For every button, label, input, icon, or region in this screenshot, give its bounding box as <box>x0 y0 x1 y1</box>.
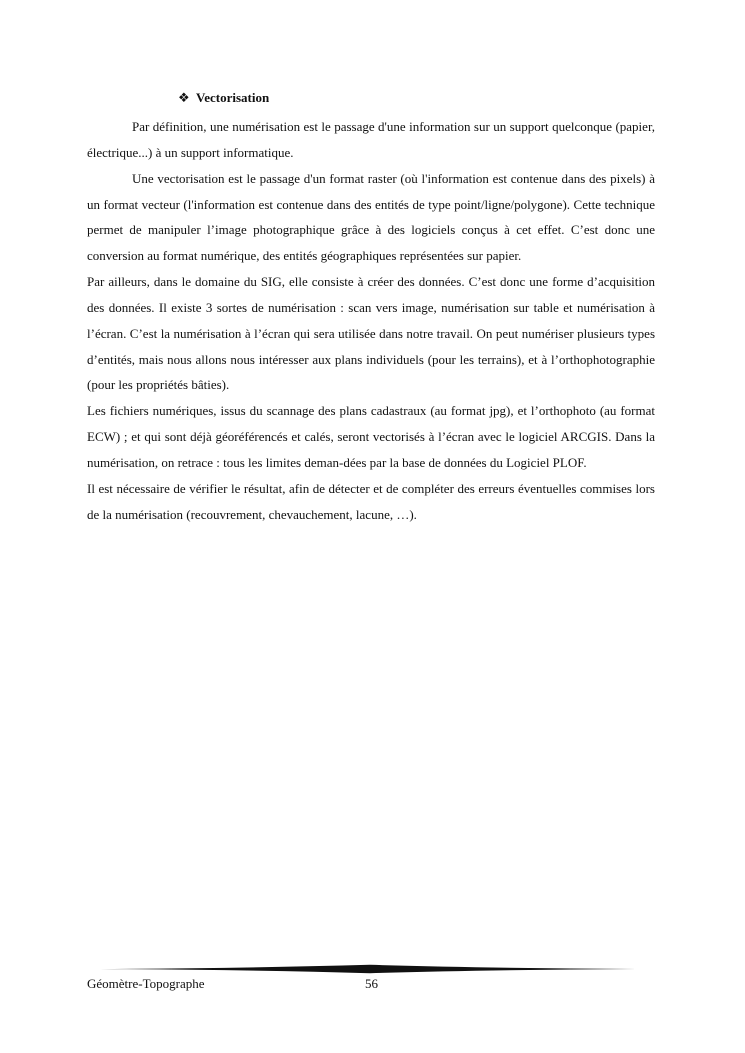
footer-left-text: Géomètre-Topographe <box>87 976 205 991</box>
section-heading <box>178 88 269 108</box>
footer-rule <box>100 964 641 974</box>
paragraph-sig: Par ailleurs, dans le domaine du SIG, elle consiste à créer des données. C’est donc une forme d’acquisition des données. Il existe 3 sortes de numérisation : scan vers image, numérisation sur table et numérisation à l’écran. C’est la numérisation à l’écran qui sera utilisée dans notre travail. On peut numériser plusieurs types d’entités, mais nous allons nous intéresser aux plans individuels (pour les terrains), et à l’orthophotographie (pour les propriétés bâties). <box>87 274 655 393</box>
paragraph-definition: Par définition, une numérisation est le passage d'une information sur un support quelconque (papier, électrique...) à un support informatique. <box>87 119 655 160</box>
section-title: Vectorisation <box>196 90 270 105</box>
footer-page-number: 56 <box>365 976 378 991</box>
body-text <box>87 114 655 528</box>
paragraph-fichiers: Les fichiers numériques, issus du scannage des plans cadastraux (au format jpg), et l’orthophoto (au format ECW) ; et qui sont déjà géoréférencés et calés, seront vectorisés à l’écran avec le logiciel ARCGIS. Dans la numérisation, on retrace : tous les limites deman-dées par la base de données du Logiciel PLOF. <box>87 403 655 470</box>
paragraph-vectorisation: Une vectorisation est le passage d'un format raster (où l'information est contenue dans des pixels) à un format vecteur (l'information est contenue dans des entités de type point/ligne/polygone). Cette technique permet de manipuler l’image photographique grâce à des logiciels conçus à cet effet. C’est donc une conversion au format numérique, des entités géographiques représentées sur papier. <box>87 170 655 264</box>
diamond-bullet-icon: ❖ <box>178 90 190 105</box>
paragraph-verification: Il est nécessaire de vérifier le résultat, afin de détecter et de compléter des erreurs éventuelles commises lors de la numérisation (recouvrement, chevauchement, lacune, …). <box>87 480 655 522</box>
